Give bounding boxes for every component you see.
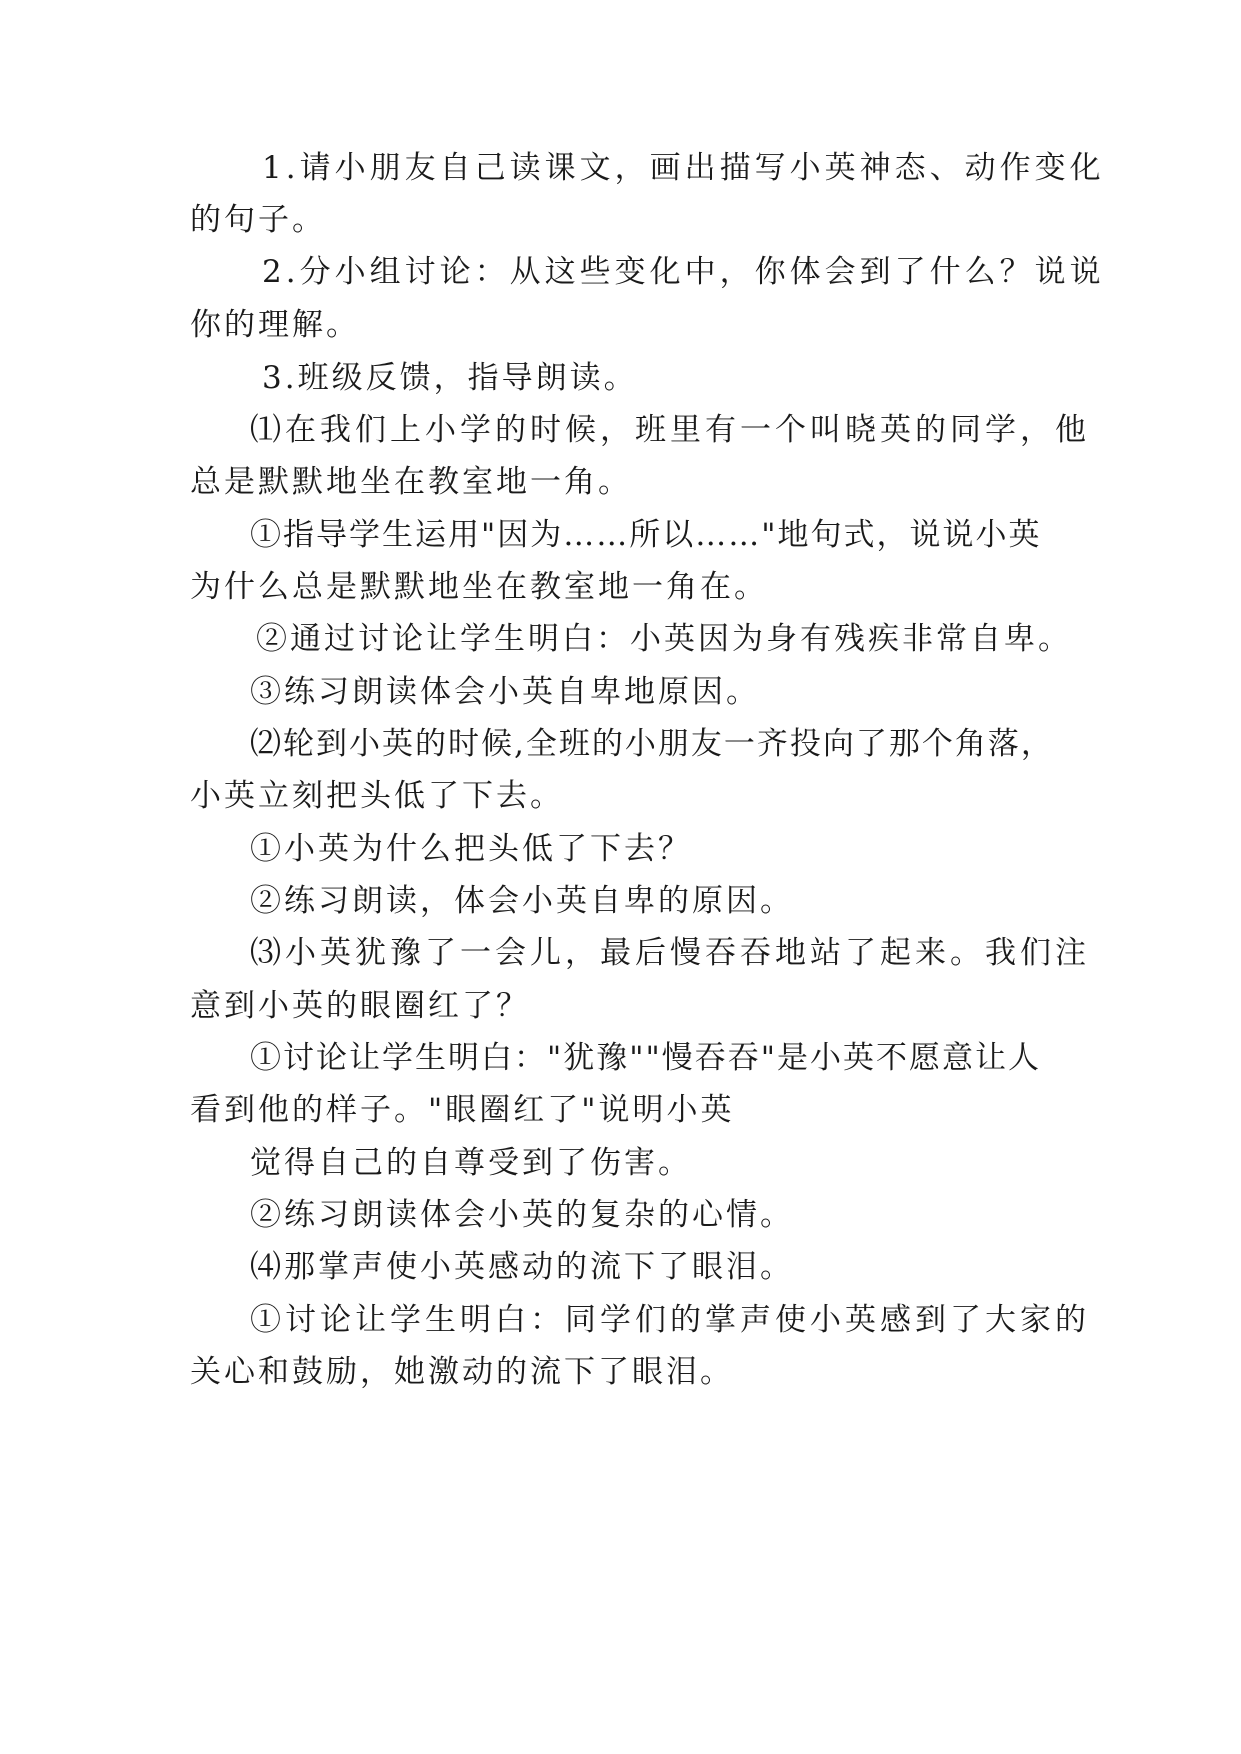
paragraph-11-line-2: 意到小英的眼圈红了？: [190, 988, 530, 1024]
paragraph-4-line-2: 总是默默地坐在教室地一角。: [190, 464, 632, 500]
paragraph-1-line-2: 的句子。: [190, 202, 326, 238]
paragraph-4-line-1: ⑴在我们上小学的时候，班里有一个叫晓英的同学，他: [250, 412, 1090, 448]
paragraph-12-line-1: ①讨论让学生明白："犹豫""慢吞吞"是小英不愿意让人: [250, 1040, 1042, 1076]
paragraph-3-line-1: 3.班级反馈，指导朗读。: [262, 360, 638, 396]
paragraph-9-line-1: ①小英为什么把头低了下去？: [250, 831, 692, 867]
paragraph-5-line-1: ①指导学生运用"因为……所以……"地句式，说说小英: [250, 517, 1042, 553]
paragraph-16-line-1: ①讨论让学生明白：同学们的掌声使小英感到了大家的: [250, 1302, 1090, 1338]
paragraph-5-line-2: 为什么总是默默地坐在教室地一角在。: [190, 569, 768, 605]
paragraph-15-line-1: ⑷那掌声使小英感动的流下了眼泪。: [250, 1249, 794, 1285]
paragraph-2-line-1: 2.分小组讨论：从这些变化中，你体会到了什么？说说: [262, 254, 1105, 290]
paragraph-10-line-1: ②练习朗读，体会小英自卑的原因。: [250, 883, 794, 919]
paragraph-11-line-1: ⑶小英犹豫了一会儿，最后慢吞吞地站了起来。我们注: [250, 935, 1090, 971]
paragraph-2-line-2: 你的理解。: [190, 307, 360, 343]
paragraph-6-line-1: ②通过讨论让学生明白：小英因为身有残疾非常自卑。: [256, 621, 1072, 657]
paragraph-12-line-2: 看到他的样子。"眼圈红了"说明小英: [190, 1092, 735, 1128]
paragraph-8-line-1: ⑵轮到小英的时候,全班的小朋友一齐投向了那个角落，: [250, 726, 1054, 762]
paragraph-14-line-1: ②练习朗读体会小英的复杂的心情。: [250, 1197, 794, 1233]
paragraph-16-line-2: 关心和鼓励，她激动的流下了眼泪。: [190, 1354, 734, 1390]
paragraph-1-line-1: 1.请小朋友自己读课文，画出描写小英神态、动作变化: [262, 150, 1105, 186]
paragraph-13-line-1: 觉得自己的自尊受到了伤害。: [250, 1145, 692, 1181]
paragraph-7-line-1: ③练习朗读体会小英自卑地原因。: [250, 674, 760, 710]
paragraph-8-line-2: 小英立刻把头低了下去。: [190, 778, 564, 814]
